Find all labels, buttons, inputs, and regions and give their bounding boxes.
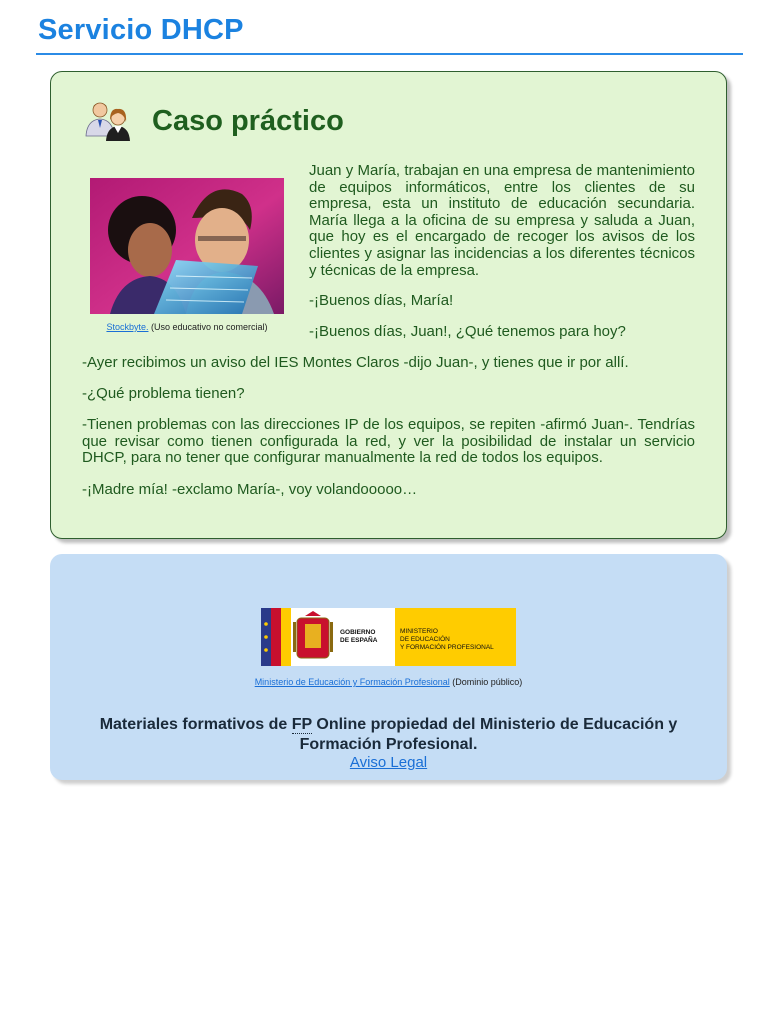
dialogue-line: -Ayer recibimos un aviso del IES Montes Claros -dijo Juan-, y tienes que ir por allí. xyxy=(82,354,629,371)
case-figure xyxy=(90,178,284,332)
logo-text: Y FORMACIÓN PROFESIONAL xyxy=(400,644,494,651)
case-heading: Caso práctico xyxy=(152,105,344,137)
photo-credit xyxy=(90,322,284,332)
fp-abbreviation: FP xyxy=(291,716,312,733)
students-photo xyxy=(90,178,284,314)
footer-box xyxy=(50,554,727,780)
logo-text: DE ESPAÑA xyxy=(340,637,378,644)
logo-text: GOBIERNO xyxy=(340,629,376,636)
page-title: Servicio DHCP xyxy=(38,14,244,46)
logo-text: DE EDUCACIÓN xyxy=(400,636,450,643)
logo-credit-note: (Dominio público) xyxy=(449,677,523,687)
materials-notice: Materiales formativos de FP Online propiedad del Ministerio de Educación y Formación Profesional. xyxy=(99,716,678,753)
intro-paragraph: Juan y María, trabajan en una empresa de mantenimiento de equipos informáticos, entre los clientes de su empresa, esta un instituto de educación secundaria. María llega a la oficina de su empresa y saluda a Juan, que hoy es el encargado de recoger los avisos de los clientes y asignar las incidencias a los diferentes técnicos y técnicas de la empresa. xyxy=(309,162,695,279)
dialogue-line: -¡Buenos días, Juan!, ¿Qué tenemos para hoy? xyxy=(309,323,626,340)
ministry-link[interactable]: Ministerio de Educación y Formación Profesional xyxy=(254,677,450,687)
stockbyte-link[interactable]: Stockbyte. xyxy=(106,322,149,332)
dialogue-line: -¿Qué problema tienen? xyxy=(82,385,245,402)
photo-credit-note: (Uso educativo no comercial) xyxy=(148,322,268,332)
logo-text: MINISTERIO xyxy=(400,628,438,635)
government-logo xyxy=(261,608,516,666)
case-practice-box xyxy=(50,71,727,539)
dialogue-line: -Tienen problemas con las direcciones IP de los equipos, se repiten -afirmó Juan-. Tendrías que revisar como tienen configurada la red, y ver la posibilidad de instalar un servicio DHCP, para no tener que configurar manualmente la red de todos los equipos. xyxy=(82,416,695,467)
logo-credit xyxy=(50,677,727,687)
dialogue-line: -¡Madre mía! -exclamo María-, voy volandooooo… xyxy=(82,481,418,498)
users-icon xyxy=(83,98,133,142)
dialogue-line: -¡Buenos días, María! xyxy=(309,292,454,309)
legal-notice xyxy=(50,754,727,771)
title-divider xyxy=(36,53,743,55)
legal-link[interactable]: Aviso Legal xyxy=(349,754,428,771)
